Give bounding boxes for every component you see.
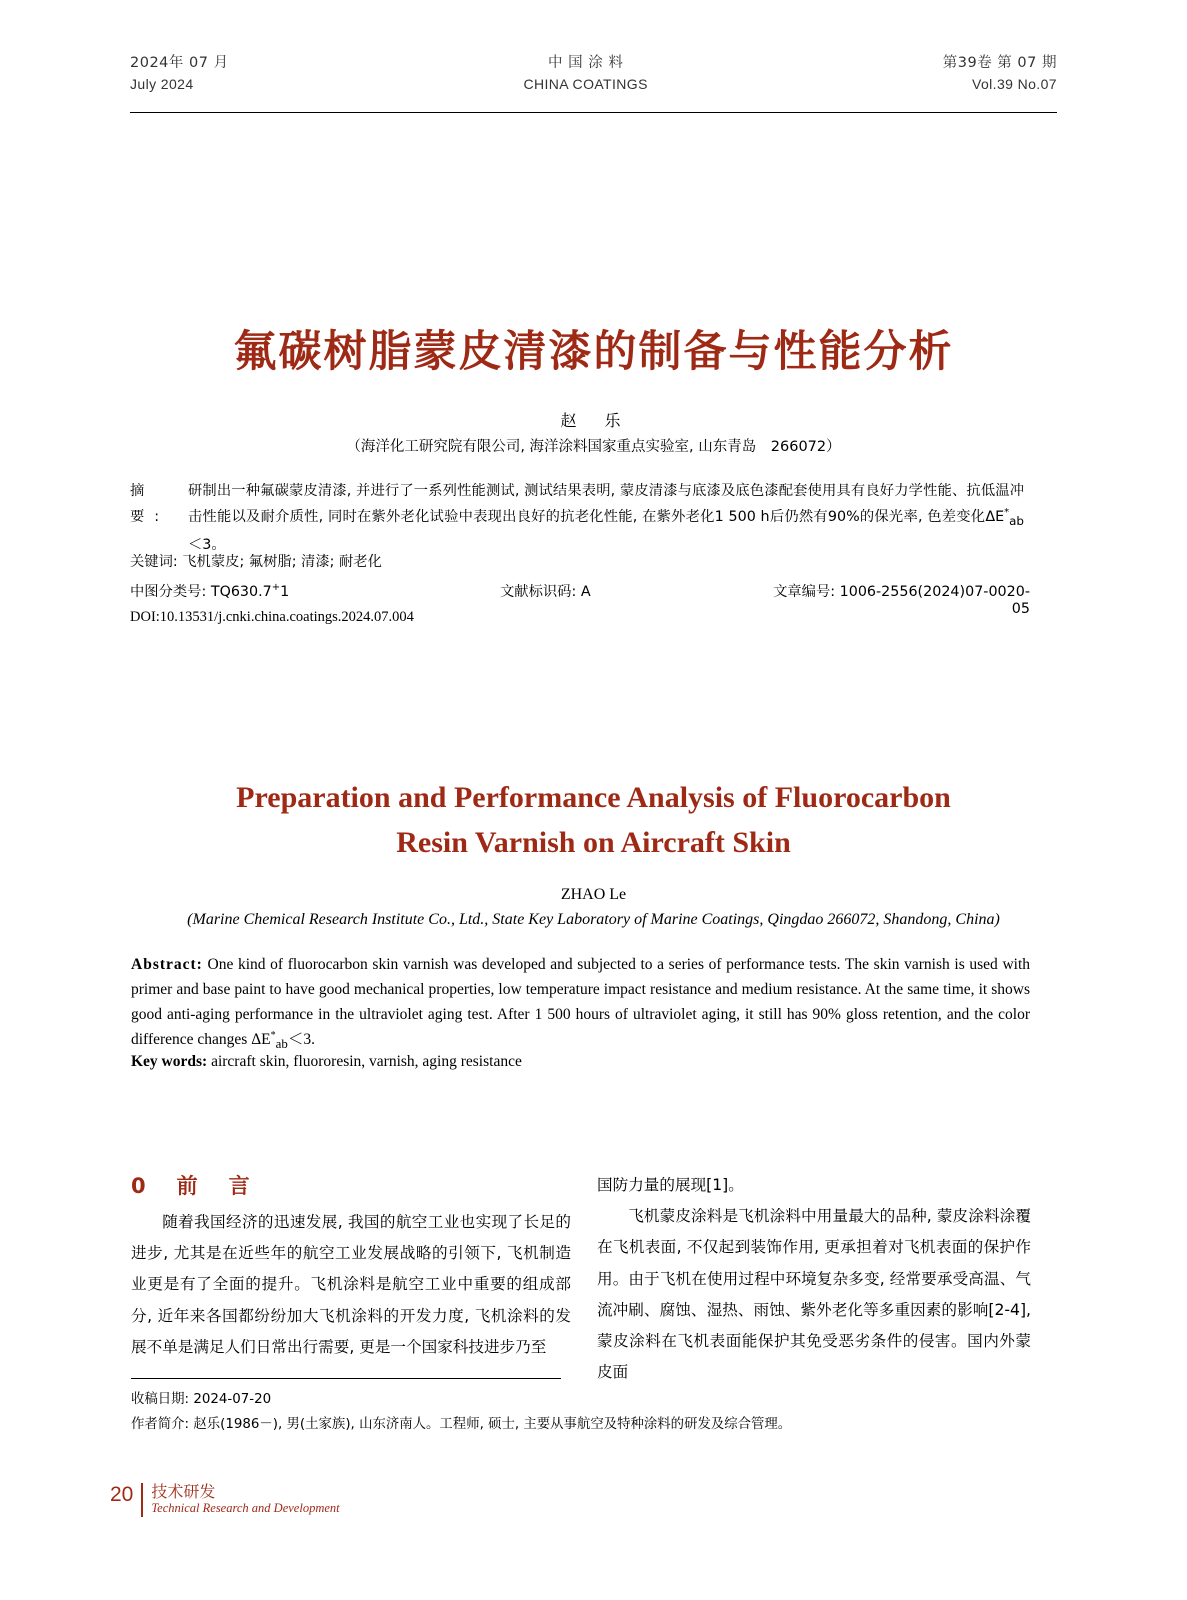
body-paragraph-left-1: 随着我国经济的迅速发展, 我国的航空工业也实现了长足的进步, 尤其是在近些年的航空工业发展战略的引领下, 飞机制造业更是有了全面的提升。飞机涂料是航空工业中重要的组成部分, 近年来各国都纷纷加大飞机涂料的开发力度, 飞机涂料的发展不单是满足人们日常出行需要, 更是一个国家科技进步乃至 [131, 1213, 571, 1356]
received-date: 收稿日期: 2024-07-20 [131, 1392, 272, 1407]
volume-issue-cn: 第39卷 第 07 期 [942, 55, 1057, 71]
class-number-sup: + [271, 582, 281, 594]
author-en: ZHAO Le [560, 886, 627, 903]
document-code: 文献标识码: A [500, 584, 591, 600]
keywords-en [131, 1050, 1030, 1075]
journal-name-cn: 中 国 涂 料 [548, 55, 624, 71]
body-paragraph-right-1: 国防力量的展现[1]。 [597, 1176, 744, 1194]
abstract-cn-tail: ＜3。 [188, 537, 226, 554]
running-head-right [943, 52, 1057, 96]
footer-rule [141, 1483, 143, 1517]
footnote-block [131, 1388, 1031, 1438]
footer-section-en: Technical Research and Development [151, 1501, 340, 1516]
affiliation-en: (Marine Chemical Research Institute Co., Ltd., State Key Laboratory of Marine Coatings, Qingdao 266072, Shandong, China) [187, 911, 1000, 928]
abstract-en [131, 952, 1030, 1055]
footnote-divider [131, 1378, 561, 1379]
page-number: 20 [110, 1483, 134, 1506]
abstract-cn-text: 研制出一种氟碳蒙皮清漆, 并进行了一系列性能测试, 测试结果表明, 蒙皮清漆与底漆及底色漆配套使用具有良好力学性能、抗低温冲击性能以及耐介质性, 同时在紫外老化试验中表现出良好的抗老化性能, 在紫外老化1 500 h后仍然有90%的保光率, 色差变化ΔE [188, 483, 1024, 526]
abstract-en-paragraph [131, 952, 1030, 1055]
author-cn: 赵 乐 [560, 411, 627, 430]
abstract-cn-label: 摘 要: [130, 483, 179, 526]
title-en-line2: Resin Varnish on Aircraft Skin [396, 826, 791, 859]
abstract-en-star: * [270, 1030, 276, 1042]
running-head-date-en: July 2024 [130, 76, 194, 93]
title-en [140, 775, 1047, 865]
running-head-date-cn: 2024年 07 月 [130, 55, 229, 71]
footer-section [151, 1483, 339, 1516]
abstract-cn [130, 478, 1030, 559]
section-heading-0: 0 前 言 [131, 1174, 255, 1198]
title-cn: 氟碳树脂蒙皮清漆的制备与性能分析 [233, 327, 954, 377]
body-column-right [597, 1170, 1031, 1388]
abstract-en-tail: ＜3. [287, 1031, 315, 1049]
abstract-cn-sub: ab [1009, 514, 1024, 529]
abstract-en-text: One kind of fluorocarbon skin varnish was developed and subjected to a series of performance tests. The skin varnish is used with primer and base paint to have good mechanical properties, low temperature impact resistance and medium resistance. At the same time, it shows good anti-aging performance in the ultraviolet aging test. After 1 500 hours of ultraviolet aging, it still has 90% gloss retention, and the color difference changes ΔE [131, 956, 1031, 1049]
affiliation-cn: （海洋化工研究院有限公司, 海洋涂料国家重点实验室, 山东青岛 266072） [346, 439, 841, 455]
body-paragraph-right-2: 飞机蒙皮涂料是飞机涂料中用量最大的品种, 蒙皮涂料涂覆在飞机表面, 不仅起到装饰作用, 更承担着对飞机表面的保护作用。由于飞机在使用过程中环境复杂多变, 经常要承受高温、气流冲刷、腐蚀、湿热、雨蚀、紫外老化等多重因素的影响[2-4], 蒙皮涂料在飞机表面能保护其免受恶劣条件的侵害。国内外蒙皮面 [597, 1207, 1031, 1382]
doi: DOI:10.13531/j.cnki.china.coatings.2024.07.004 [130, 609, 414, 625]
abstract-cn-star: * [1004, 507, 1010, 519]
running-head-left [130, 52, 229, 96]
running-head [130, 52, 1057, 96]
article-id: 文章编号: 1006-2556(2024)07-0020-05 [773, 584, 1030, 617]
footer-section-cn: 技术研发 [151, 1482, 216, 1501]
title-en-line1: Preparation and Performance Analysis of Fluorocarbon [236, 781, 951, 814]
running-head-center [523, 52, 647, 96]
volume-issue-en: Vol.39 No.07 [972, 76, 1057, 93]
keywords-en-text: aircraft skin, fluororesin, varnish, aging resistance [211, 1053, 522, 1070]
journal-name-en: CHINA COATINGS [523, 76, 648, 93]
keywords-cn: 关键词: 飞机蒙皮; 氟树脂; 清漆; 耐老化 [130, 554, 382, 570]
body-column-left [131, 1207, 571, 1363]
author-bio: 作者简介: 赵乐(1986－), 男(土家族), 山东济南人。工程师, 硕士, 主要从事航空及特种涂料的研发及综合管理。 [131, 1416, 792, 1432]
abstract-en-sub: ab [275, 1036, 288, 1052]
header-divider [130, 112, 1057, 113]
abstract-en-label: Abstract: [131, 956, 203, 973]
abstract-cn-body [188, 478, 1024, 559]
keywords-en-label: Key words: [131, 1053, 208, 1070]
class-number-text: 中图分类号: TQ630.7 [130, 584, 272, 600]
class-number-tail: 1 [280, 584, 290, 600]
page-footer [110, 1483, 340, 1517]
